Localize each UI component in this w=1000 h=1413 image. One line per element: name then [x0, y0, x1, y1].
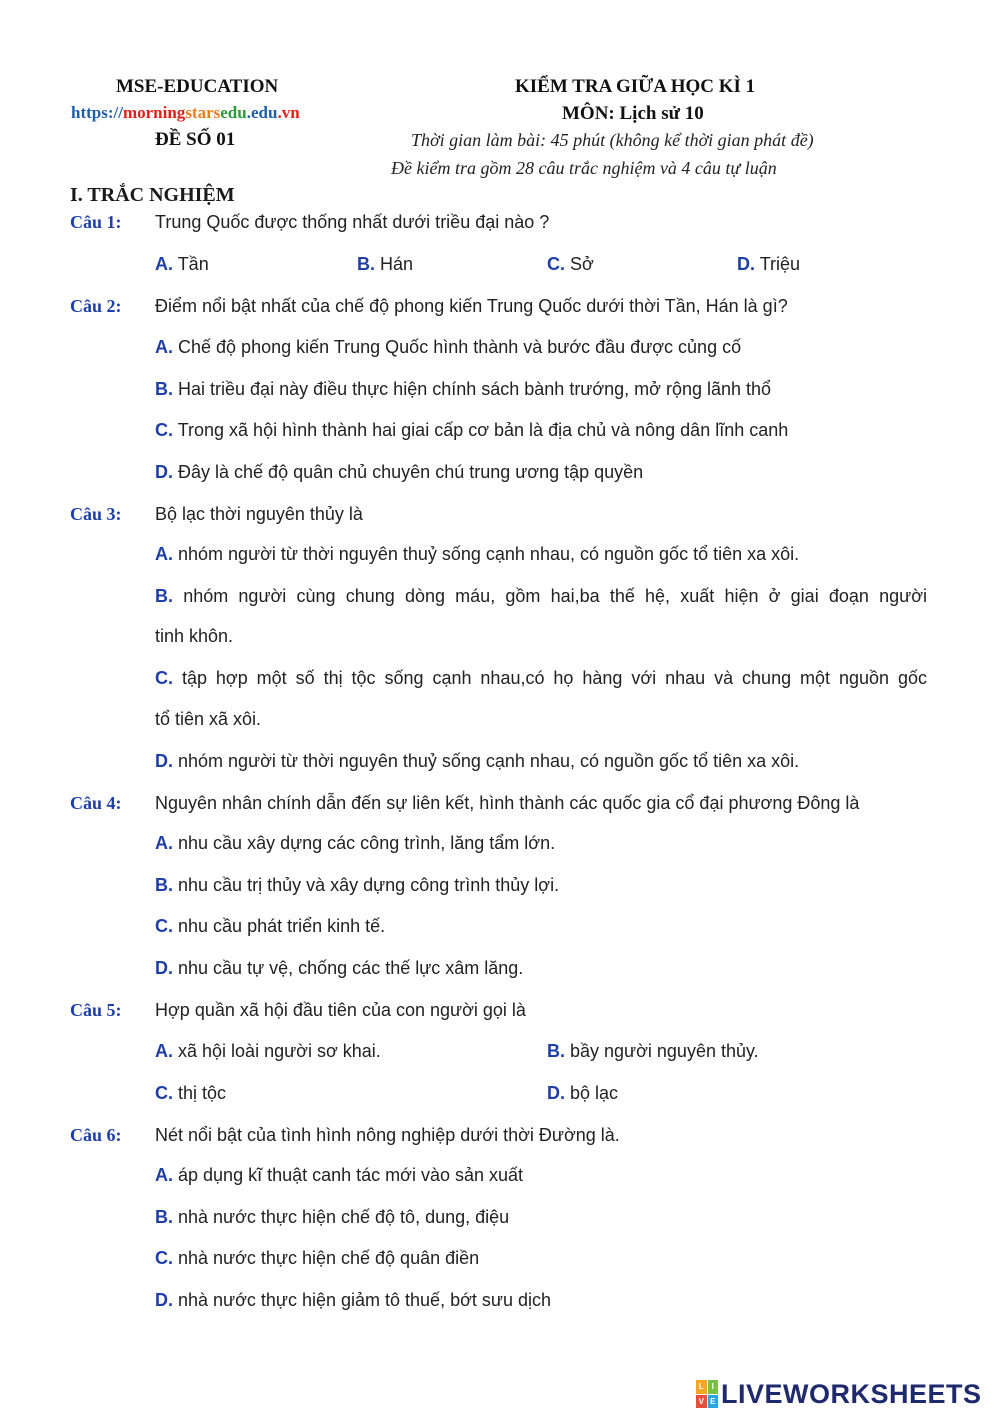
option-b-continuation: tinh khôn. — [155, 626, 234, 646]
question-text: Nét nổi bật của tình hình nông nghiệp dưới thời Đường là. — [155, 1125, 620, 1145]
liveworksheets-logo[interactable] — [696, 1378, 982, 1410]
option-c[interactable]: C. nhà nước thực hiện chế độ quân điền — [155, 1248, 480, 1268]
liveworksheets-text: LIVEWORKSHEETS — [721, 1378, 982, 1409]
option-d[interactable]: D. nhóm người từ thời nguyên thuỷ sống cạnh nhau, có nguồn gốc tổ tiên xa xôi. — [155, 751, 800, 771]
option-b[interactable]: B. Hán — [357, 254, 414, 274]
question-label: Câu 4: — [70, 793, 122, 813]
org-name: MSE-EDUCATION — [116, 76, 279, 97]
question-label: Câu 6: — [70, 1125, 122, 1145]
option-b[interactable]: B. bầy người nguyên thủy. — [547, 1041, 759, 1061]
option-a[interactable]: A. nhóm người từ thời nguyên thuỷ sống cạnh nhau, có nguồn gốc tổ tiên xa xôi. — [155, 544, 800, 564]
question-text: Bộ lạc thời nguyên thủy là — [155, 504, 363, 524]
question-label: Câu 3: — [70, 504, 122, 524]
question-label: Câu 2: — [70, 296, 122, 316]
url-stars: stars — [185, 103, 221, 122]
question-label: Câu 5: — [70, 1000, 122, 1020]
url-dot-edu: .edu — [246, 103, 278, 122]
option-d[interactable]: D. Triệu — [737, 254, 801, 274]
option-a[interactable]: A. Tần — [155, 254, 209, 274]
option-a[interactable]: A. nhu cầu xây dựng các công trình, lăng tẩm lớn. — [155, 833, 556, 853]
url-edu: edu — [220, 103, 247, 122]
exam-code: ĐỀ SỐ 01 — [155, 129, 236, 150]
option-d[interactable]: D. bộ lạc — [547, 1083, 619, 1103]
question-text: Điểm nổi bật nhất của chế độ phong kiến Trung Quốc dưới thời Tần, Hán là gì? — [155, 296, 788, 316]
option-c[interactable]: C. tập hợp một số thị tộc sống cạnh nhau,có họ hàng với nhau và chung một nguồn gốc — [155, 668, 927, 688]
option-a[interactable]: A. áp dụng kĩ thuật canh tác mới vào sản xuất — [155, 1165, 524, 1185]
option-b[interactable]: B. nhà nước thực hiện chế độ tô, dung, điệu — [155, 1207, 510, 1227]
url-vn: .vn — [277, 103, 300, 122]
question-text: Nguyên nhân chính dẫn đến sự liên kết, hình thành các quốc gia cổ đại phương Đông là — [155, 793, 860, 813]
option-a[interactable]: A. xã hội loài người sơ khai. — [155, 1041, 381, 1061]
section-title: I. TRẮC NGHIỆM — [70, 184, 235, 206]
option-c[interactable]: C. nhu cầu phát triển kinh tế. — [155, 916, 386, 936]
option-d[interactable]: D. Đây là chế độ quân chủ chuyên chú trung ương tập quyền — [155, 462, 644, 482]
question-text: Trung Quốc được thống nhất dưới triều đại nào ? — [155, 212, 550, 232]
exam-title: KIỂM TRA GIỮA HỌC KÌ 1 — [515, 76, 756, 97]
option-b[interactable]: B. Hai triều đại này điều thực hiện chính sách bành trướng, mở rộng lãnh thổ — [155, 379, 772, 399]
option-b[interactable]: B. nhóm người cùng chung dòng máu, gồm hai,ba thế hệ, xuất hiện ở giai đoạn người — [155, 586, 927, 606]
option-c[interactable]: C. thị tộc — [155, 1083, 227, 1103]
structure-note: Đề kiểm tra gồm 28 câu trắc nghiệm và 4 câu tự luận — [391, 158, 777, 178]
question-text: Hợp quần xã hội đầu tiên của con người gọi là — [155, 1000, 526, 1020]
url-morning: morning — [122, 103, 186, 122]
option-a[interactable]: A. Chế độ phong kiến Trung Quốc hình thành và bước đầu được củng cố — [155, 337, 742, 357]
option-c[interactable]: C. Trong xã hội hình thành hai giai cấp cơ bản là địa chủ và nông dân lĩnh canh — [155, 420, 789, 440]
url-prefix: https:// — [71, 103, 123, 122]
question-label: Câu 1: — [70, 212, 122, 232]
option-c-continuation: tổ tiên xã xôi. — [155, 709, 262, 729]
option-d[interactable]: D. nhu cầu tự vệ, chống các thế lực xâm lăng. — [155, 958, 524, 978]
option-d[interactable]: D. nhà nước thực hiện giảm tô thuế, bớt sưu dịch — [155, 1290, 551, 1310]
live-badge-icon: L I V E — [696, 1380, 718, 1408]
time-note: Thời gian làm bài: 45 phút (không kể thời gian phát đề) — [411, 130, 814, 150]
option-c[interactable]: C. Sở — [547, 254, 594, 274]
exam-subject: MÔN: Lịch sử 10 — [562, 103, 704, 124]
option-b[interactable]: B. nhu cầu trị thủy và xây dựng công trình thủy lợi. — [155, 875, 560, 895]
org-url[interactable] — [71, 103, 300, 123]
